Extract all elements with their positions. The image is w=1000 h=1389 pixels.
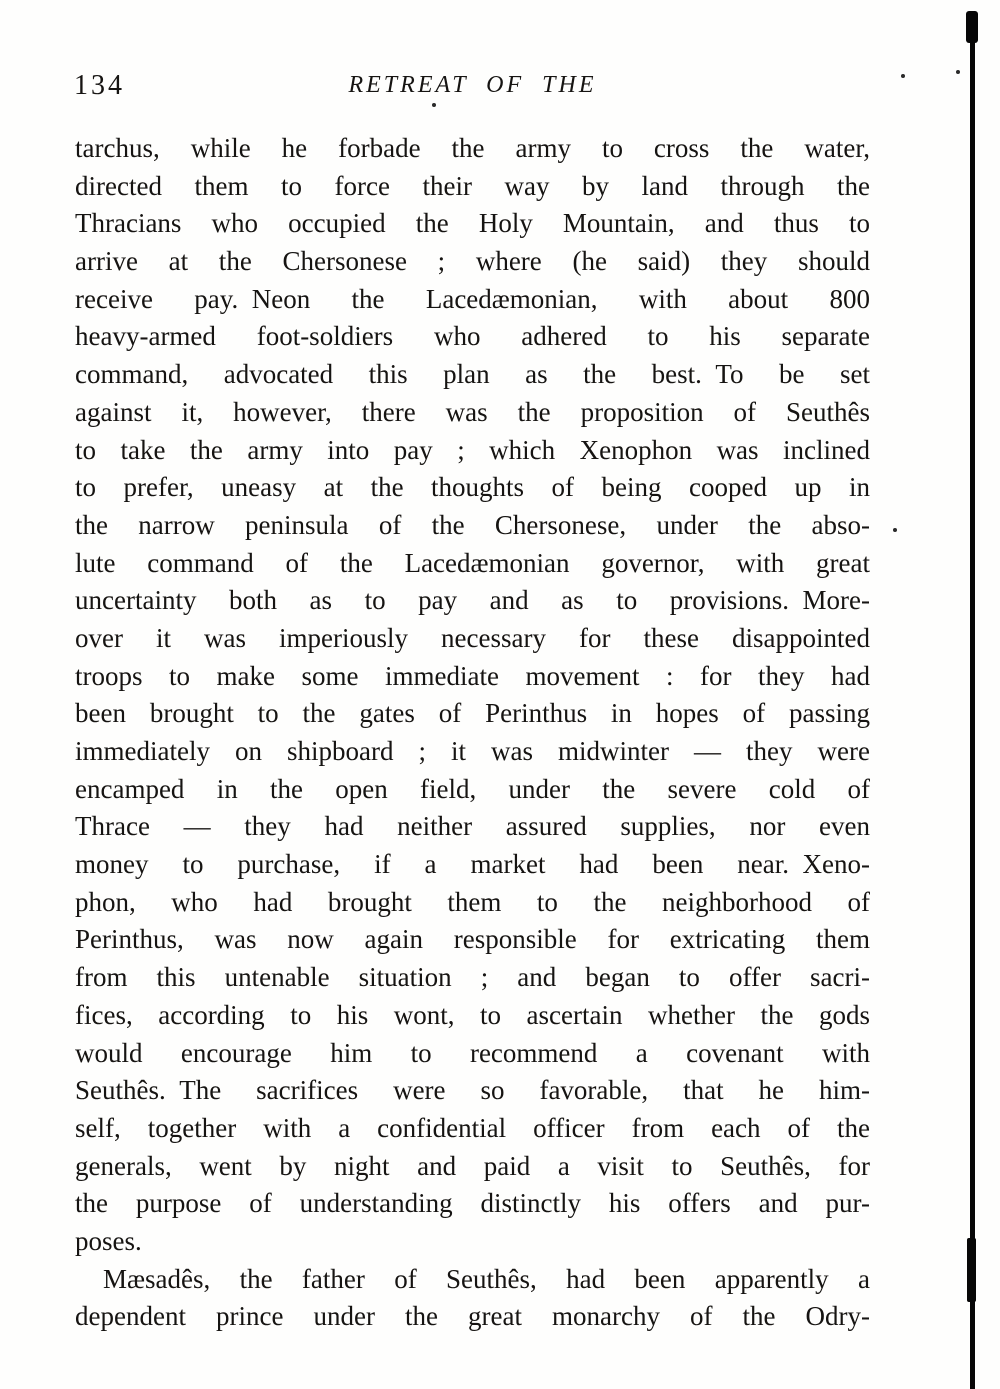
scan-edge-blob [966,11,978,43]
page-number: 134 [74,70,125,101]
scan-edge-line [970,14,975,1389]
text-line: poses. [75,1225,142,1256]
ink-speck [956,70,960,74]
text-line: self, together with a confidential officer from each of the [75,1112,870,1143]
text-line: generals, went by night and paid a visit to Seuthês, for [75,1150,870,1181]
text-line: uncertainty both as to pay and as to provisions. More- [75,585,870,616]
text-line: heavy-armed foot-soldiers who adhered to his separate [75,321,870,352]
text-line: Perinthus, was now again responsible for extricating them [75,924,870,955]
text-line: been brought to the gates of Perinthus in hopes of passing [75,698,870,729]
text-line: immediately on shipboard ; it was midwinter — they were [75,736,870,766]
text-line: fices, according to his wont, to ascertain whether the gods [75,999,870,1030]
text-line: Seuthês. The sacrifices were so favorable, that he him- [75,1075,870,1106]
text-line: Mæsadês, the father of Seuthês, had been apparently a [103,1263,870,1294]
text-line: from this untenable situation ; and began to offer sacri- [75,962,870,993]
text-line: to prefer, uneasy at the thoughts of being cooped up in [75,472,870,503]
text-line: troops to make some immediate movement : for they had [75,660,870,691]
body-text [75,130,870,1336]
text-line: money to purchase, if a market had been near. Xeno- [75,849,870,880]
text-line: to take the army into pay ; which Xenophon was inclined [75,434,870,465]
text-line: against it, however, there was the proposition of Seuthês [75,396,870,427]
ink-speck [901,74,905,78]
text-line: arrive at the Chersonese ; where (he said) they should [75,246,870,277]
text-line: would encourage him to recommend a covenant with [75,1037,870,1068]
text-line: directed them to force their way by land through the [75,170,870,201]
text-line: tarchus, while he forbade the army to cross the water, [75,133,870,163]
text-line: the purpose of understanding distinctly his offers and pur- [75,1188,870,1219]
scan-edge-blob [967,1238,976,1302]
ink-speck [893,528,897,532]
text-line: dependent prince under the great monarchy of the Odry- [75,1301,870,1332]
text-line: Thracians who occupied the Holy Mountain, and thus to [75,208,870,239]
text-line: phon, who had brought them to the neighborhood of [75,886,870,917]
text-line: encamped in the open field, under the severe cold of [75,773,870,804]
ink-speck [432,103,436,107]
text-line: receive pay. Neon the Lacedæmonian, with about 800 [75,283,870,314]
text-line: over it was imperiously necessary for these disappointed [75,622,870,653]
text-line: the narrow peninsula of the Chersonese, under the abso- [75,509,870,540]
text-line: command, advocated this plan as the best. To be set [75,359,870,390]
running-header: RETREAT OF THE [348,72,597,98]
text-line: Thrace — they had neither assured supplies, nor even [75,811,870,842]
text-line: lute command of the Lacedæmonian governor, with great [75,547,870,578]
